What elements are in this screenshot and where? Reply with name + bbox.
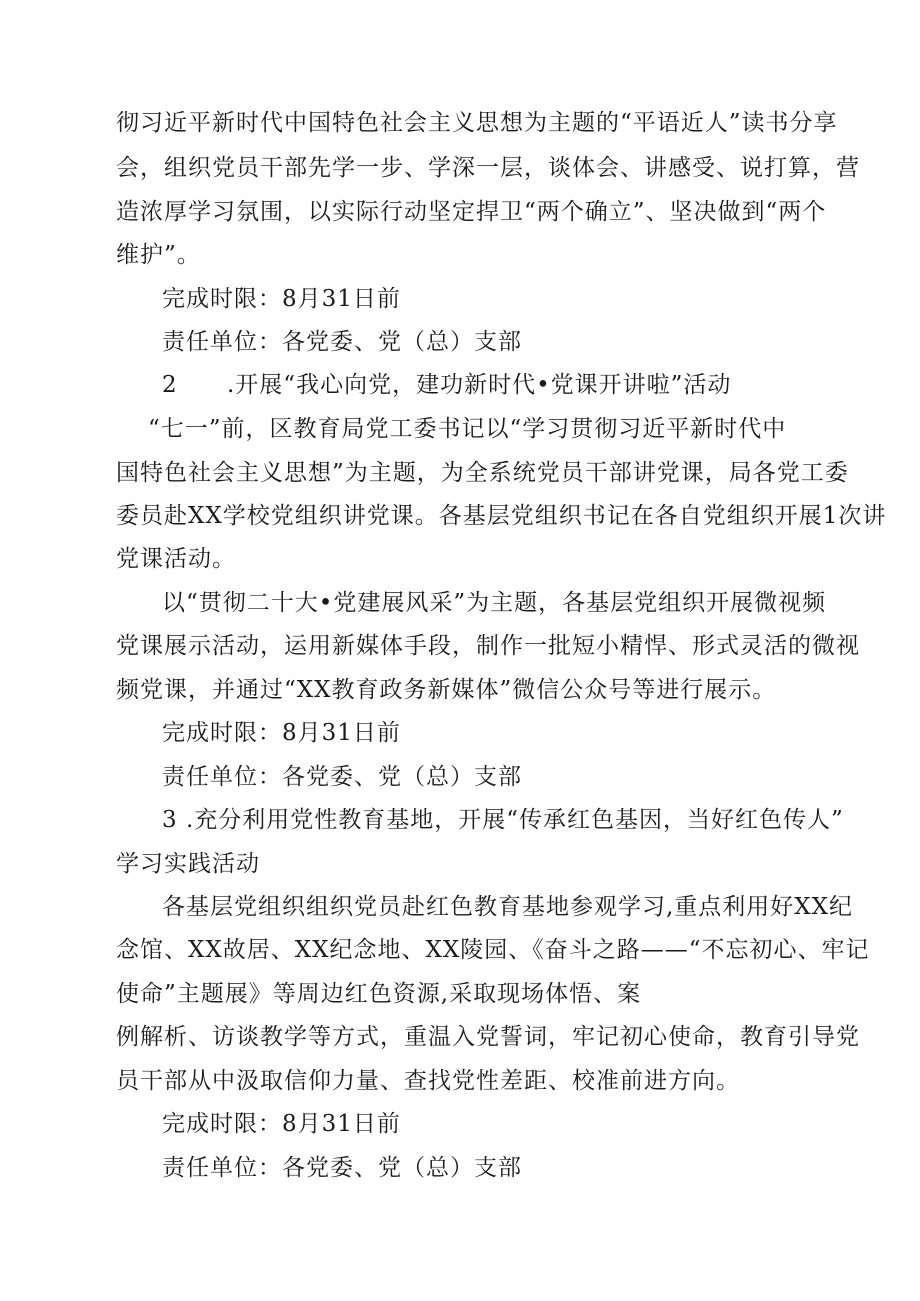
item-2-title: .开展“我心向党，建功新时代•党课开讲啦”活动 [227, 372, 732, 398]
responsible-unit-text: 责任单位：各党委、党（总）支部 [162, 764, 522, 790]
item-2-para1-line: 委员赴XX学校党组织讲党课。各基层党组织书记在各自党组织开展1次讲 [116, 503, 887, 529]
intro-line: 维护”。 [116, 242, 201, 268]
item-2-number: 2 [162, 372, 178, 398]
item-2-para1-line: 国特色社会主义思想”为主题，为全系统党员干部讲党课，局各党工委 [116, 460, 849, 486]
intro-line: 会，组织党员干部先学一步、学深一层，谈体会、讲感受、说打算，营 [116, 155, 860, 181]
responsible-unit-text: 责任单位：各党委、党（总）支部 [162, 329, 522, 355]
item-3-para-line: 念馆、XX故居、XX纪念地、XX陵园、《奋斗之路——“不忘初心、牢记 [116, 937, 870, 963]
item-3-para-line: 使命”主题展》等周边红色资源,采取现场体悟、案 [116, 981, 642, 1007]
item-2-para1-line: “七一”前，区教育局党工委书记以“学习贯彻习近平新时代中 [148, 416, 787, 442]
responsible-unit-text: 责任单位：各党委、党（总）支部 [162, 1155, 522, 1181]
deadline-text: 完成时限：8月31日前 [162, 286, 401, 312]
item-2-para2-line: 党课展示活动，运用新媒体手段，制作一批短小精悍、形式灵活的微视 [116, 633, 860, 659]
item-2-para2-line: 频党课，并通过“XX教育政务新媒体”微信公众号等进行展示。 [116, 677, 777, 703]
item-3-para-line: 员干部从中汲取信仰力量、查找党性差距、校准前进方向。 [116, 1068, 740, 1094]
item-3-title-line: 3 .充分利用党性教育基地，开展“传承红色基因，当好红色传人” [162, 807, 844, 833]
item-2-para1-line: 党课活动。 [116, 546, 236, 572]
item-3-title-line: 学习实践活动 [116, 851, 260, 877]
intro-line: 彻习近平新时代中国特色社会主义思想为主题的“平语近人”读书分享 [116, 110, 838, 136]
item-2-para2-line: 以“贯彻二十大•党建展风采”为主题，各基层党组织开展微视频 [162, 590, 827, 616]
intro-line: 造浓厚学习氛围，以实际行动坚定捍卫“两个确立”、坚决做到“两个 [116, 199, 827, 225]
deadline-text: 完成时限：8月31日前 [162, 720, 401, 746]
item-3-para-line: 例解析、访谈教学等方式，重温入党誓词，牢记初心使命，教育引导党 [116, 1024, 860, 1050]
deadline-text: 完成时限：8月31日前 [162, 1111, 401, 1137]
item-3-para-line: 各基层党组织组织党员赴红色教育基地参观学习,重点利用好XX纪 [162, 894, 854, 920]
